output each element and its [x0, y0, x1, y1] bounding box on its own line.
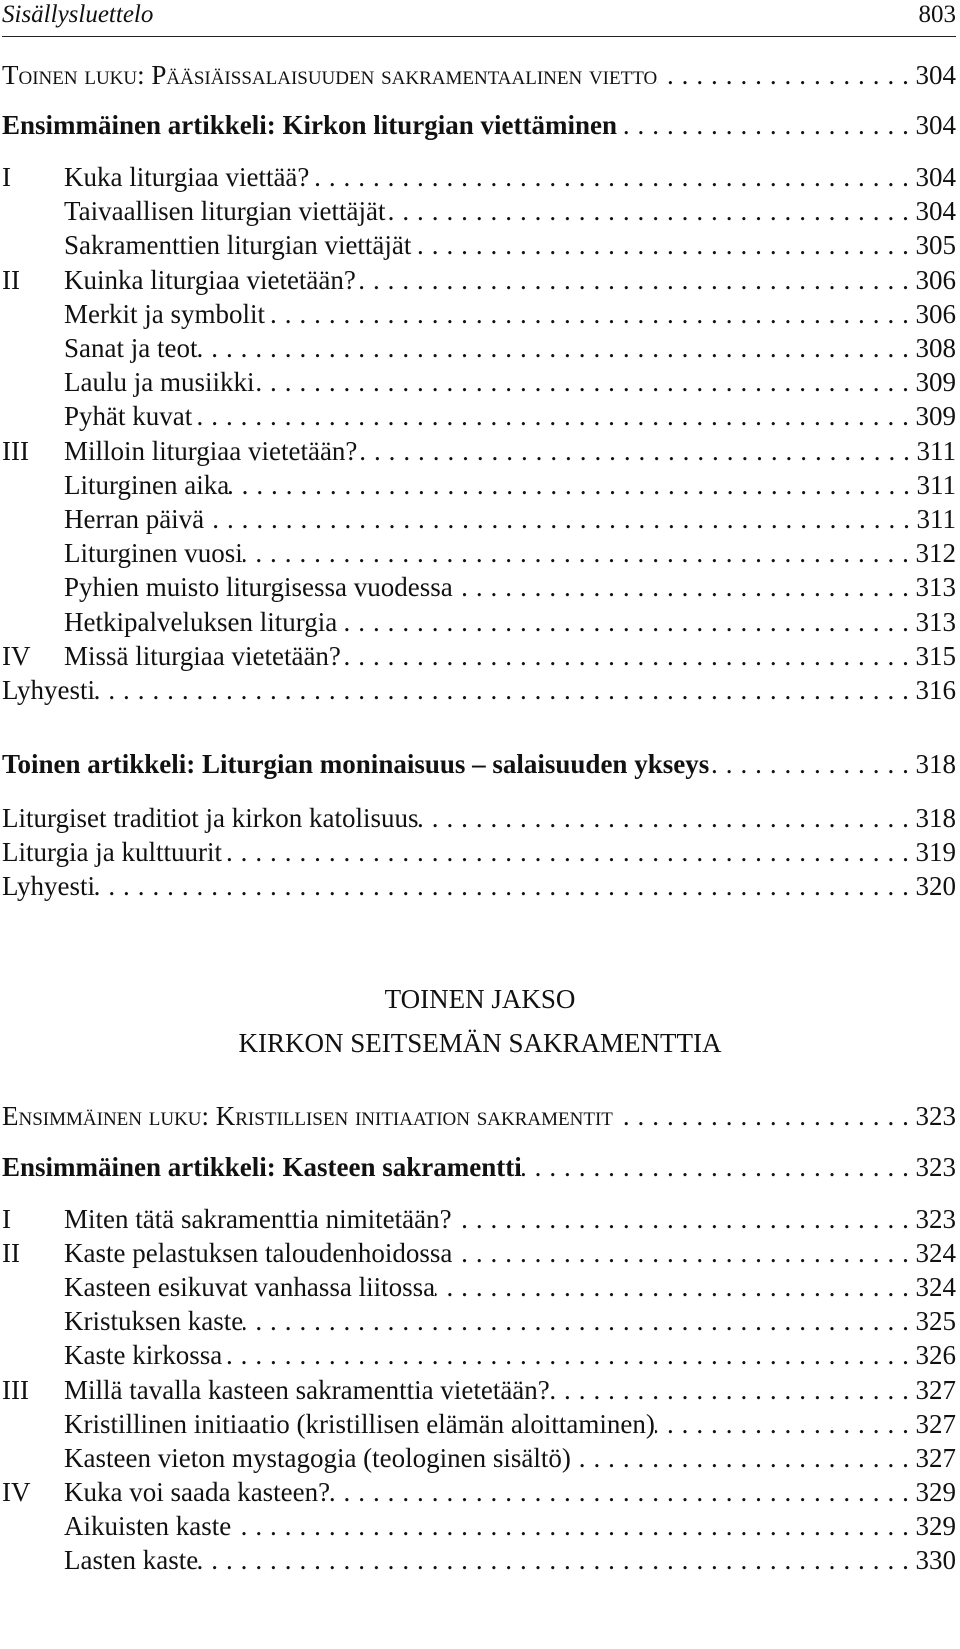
dot-leader: [95, 869, 916, 903]
toc-entry[interactable]: [2, 1150, 956, 1184]
toc-entry[interactable]: [2, 58, 956, 92]
dot-leader: [341, 639, 916, 673]
toc-roman-numeral: I: [2, 1204, 11, 1234]
toc-entry-title: Merkit ja symbolit: [64, 298, 265, 329]
toc-entry-title: Toinen luku: Pääsiäissalaisuuden sakramentaalinen vietto: [2, 60, 658, 90]
toc-entry[interactable]: [2, 502, 956, 536]
toc-entry-title: Ensimmäinen artikkeli: Kasteen sakramentti: [2, 1152, 522, 1182]
toc-page-number: 313: [915, 572, 956, 603]
toc-entry-title: Kuinka liturgiaa vietetään?: [64, 264, 356, 295]
toc-entry[interactable]: [2, 1509, 956, 1543]
toc-entry-title: Laulu ja musiikki: [64, 367, 255, 398]
toc-roman-numeral: I: [2, 162, 11, 192]
toc-roman-numeral: II: [2, 1238, 20, 1269]
toc-entry-title: Liturginen vuosi: [64, 538, 243, 569]
toc-page-number: 327: [915, 1442, 956, 1473]
toc-entry[interactable]: [2, 1373, 956, 1407]
toc-roman-numeral: II: [2, 264, 20, 295]
dot-leader: [222, 835, 916, 869]
toc-entry-title: Kaste kirkossa: [64, 1340, 223, 1371]
dot-leader: [309, 160, 915, 194]
toc-entry-title: Herran päivä: [64, 504, 205, 534]
dot-leader: [243, 536, 916, 570]
toc-entry[interactable]: [2, 1304, 956, 1338]
dot-leader: [357, 434, 916, 468]
dot-leader: [265, 297, 916, 331]
toc-entry[interactable]: [2, 1543, 956, 1577]
toc-entry[interactable]: [2, 1407, 956, 1441]
dot-leader: [709, 747, 915, 781]
toc-page-number: 316: [915, 675, 956, 705]
toc-entry[interactable]: [2, 801, 956, 835]
toc-page-number: 325: [915, 1306, 956, 1337]
toc-entry-title: Missä liturgiaa vietetään?: [64, 640, 341, 671]
dot-leader: [418, 801, 915, 835]
toc-page-number: 309: [915, 401, 956, 432]
toc-page-number: 327: [915, 1374, 956, 1405]
toc-roman-numeral: IV: [2, 640, 31, 671]
toc-page-number: 309: [915, 367, 956, 398]
toc-roman-numeral: III: [2, 435, 29, 466]
toc-entry-title: Pyhien muisto liturgisessa vuodessa: [64, 572, 453, 603]
toc-entry[interactable]: [2, 869, 956, 903]
toc-page-number: 311: [916, 435, 956, 466]
toc-entry-title: Kuka voi saada kasteen?: [64, 1476, 331, 1507]
toc-entry[interactable]: [2, 1270, 956, 1304]
toc-entry-title: Kuka liturgiaa viettää?: [64, 162, 310, 192]
toc-entry-title: Pyhät kuvat: [64, 401, 193, 432]
dot-leader: [197, 331, 915, 365]
toc-page-number: 320: [915, 871, 956, 901]
toc-entry-title: Toinen artikkeli: Liturgian moninaisuus – salaisuuden ykseys: [2, 749, 710, 779]
toc-entry[interactable]: [2, 468, 956, 502]
toc-entry[interactable]: [2, 747, 956, 781]
toc-entry-title: Aikuisten kaste: [64, 1510, 232, 1541]
toc-entry[interactable]: [2, 1099, 956, 1133]
toc-page-number: 327: [915, 1408, 956, 1439]
dot-leader: [617, 108, 915, 142]
dot-leader: [613, 1099, 916, 1133]
toc-entry[interactable]: [2, 108, 956, 142]
header-title: Sisällysluettelo: [2, 1, 154, 28]
toc-entry[interactable]: [2, 673, 956, 707]
toc-page-number: 306: [915, 298, 956, 329]
dot-leader: [95, 673, 916, 707]
toc-entry[interactable]: [2, 160, 956, 194]
dot-leader: [452, 1202, 916, 1236]
toc-entry[interactable]: [2, 835, 956, 869]
dot-leader: [198, 1543, 915, 1577]
toc-entry[interactable]: [2, 1441, 956, 1475]
dot-leader: [204, 502, 916, 536]
dot-leader: [243, 1304, 915, 1338]
toc-entry[interactable]: [2, 570, 956, 604]
dot-leader: [229, 468, 916, 502]
dot-leader: [452, 1236, 915, 1270]
toc-entry-title: Kristillinen initiaatio (kristillisen elämän aloittaminen): [64, 1408, 655, 1439]
toc-page-number: 311: [916, 469, 956, 500]
toc-page-number: 323: [915, 1152, 956, 1182]
toc-entry-title: Liturginen aika: [64, 469, 230, 500]
dot-leader: [231, 1509, 915, 1543]
toc-entry[interactable]: [2, 263, 956, 297]
toc-page-number: 305: [915, 230, 956, 261]
toc-entry-title: Kristuksen kaste: [64, 1306, 244, 1337]
toc-roman-numeral: III: [2, 1374, 29, 1405]
dot-leader: [411, 228, 915, 262]
toc-entry[interactable]: [2, 399, 956, 433]
toc-entry[interactable]: [2, 194, 956, 228]
toc-entry-title: Taivaallisen liturgian viettäjät: [64, 196, 386, 227]
toc-page-number: 329: [915, 1510, 956, 1541]
toc-entry-title: Liturgia ja kulttuurit: [2, 837, 222, 867]
toc-entry[interactable]: [2, 1236, 956, 1270]
toc-entry[interactable]: [2, 1338, 956, 1372]
toc-page-number: 304: [915, 60, 956, 90]
toc-entry-title: Sanat ja teot: [64, 333, 198, 363]
toc-entry-title: Ensimmäinen luku: Kristillisen initiaation sakramentit: [2, 1101, 613, 1131]
toc-entry-title: Lyhyesti: [2, 871, 95, 901]
toc-entry-title: Millä tavalla kasteen sakramenttia vietetään?: [64, 1374, 550, 1405]
toc-entry-title: Miten tätä sakramenttia nimitetään?: [64, 1204, 452, 1234]
dot-leader: [337, 605, 915, 639]
dot-leader: [192, 399, 915, 433]
toc-entry-title: Kasteen vieton mystagogia (teologinen sisältö): [64, 1442, 571, 1473]
toc-entry[interactable]: [2, 1202, 956, 1236]
toc-entry-title: Kaste pelastuksen taloudenhoidossa: [64, 1238, 453, 1269]
toc-roman-numeral: IV: [2, 1476, 31, 1507]
toc-page-number: 306: [915, 264, 956, 295]
toc-page-number: 323: [915, 1101, 956, 1131]
dot-leader: [657, 58, 915, 92]
toc-page-number: 318: [915, 803, 956, 833]
toc-entry[interactable]: [2, 639, 956, 673]
toc-page-number: 319: [915, 837, 956, 867]
toc-entry-title: Lasten kaste: [64, 1545, 199, 1575]
toc-entry[interactable]: [2, 434, 956, 468]
section-title-line2: KIRKON SEITSEMÄN SAKRAMENTTIA: [238, 1028, 722, 1058]
toc-entry-title: Kasteen esikuvat vanhassa liitossa: [64, 1272, 436, 1303]
header-page-number: 803: [918, 1, 956, 28]
dot-leader: [655, 1407, 916, 1441]
toc-entry-title: Ensimmäinen artikkeli: Kirkon liturgian viettäminen: [2, 110, 618, 140]
toc-entry-title: Liturgiset traditiot ja kirkon katolisuus: [2, 803, 419, 833]
toc-page-number: 304: [915, 162, 956, 192]
toc-entry-title: Lyhyesti: [2, 675, 95, 705]
toc-page-number: 318: [915, 749, 956, 779]
toc-page-number: 304: [915, 110, 956, 140]
toc-page-number: 323: [915, 1204, 956, 1234]
toc-entry[interactable]: [2, 536, 956, 570]
toc-entry-title: Milloin liturgiaa vietetään?: [64, 435, 358, 466]
dot-leader: [571, 1441, 916, 1475]
toc-page-number: 304: [915, 196, 956, 227]
toc-entry[interactable]: [2, 605, 956, 639]
dot-leader: [550, 1373, 916, 1407]
toc-page-number: 326: [915, 1340, 956, 1371]
running-header: [2, 0, 956, 37]
toc-page-number: 312: [915, 538, 956, 569]
toc-entry-title: Sakramenttien liturgian viettäjät: [64, 230, 412, 261]
toc-page-number: 324: [915, 1272, 956, 1303]
toc-page-number: 311: [916, 504, 956, 534]
toc-entry[interactable]: [2, 365, 956, 399]
dot-leader: [330, 1475, 915, 1509]
dot-leader: [254, 365, 915, 399]
toc-entry[interactable]: [2, 297, 956, 331]
toc-page-number: 308: [915, 333, 956, 363]
dot-leader: [435, 1270, 915, 1304]
toc-entry-title: Hetkipalveluksen liturgia: [64, 606, 338, 637]
toc-entry[interactable]: [2, 331, 956, 365]
dot-leader: [356, 263, 916, 297]
dot-leader: [386, 194, 916, 228]
toc-page-number: 313: [915, 606, 956, 637]
toc-page-number: 315: [915, 640, 956, 671]
toc-page-number: 324: [915, 1238, 956, 1269]
toc-page-number: 330: [915, 1545, 956, 1575]
dot-leader: [222, 1338, 915, 1372]
toc-entry[interactable]: [2, 228, 956, 262]
section-title-line1: TOINEN JAKSO: [384, 984, 576, 1014]
toc-page-number: 329: [915, 1476, 956, 1507]
toc-entry[interactable]: [2, 1475, 956, 1509]
dot-leader: [453, 570, 916, 604]
dot-leader: [522, 1150, 916, 1184]
